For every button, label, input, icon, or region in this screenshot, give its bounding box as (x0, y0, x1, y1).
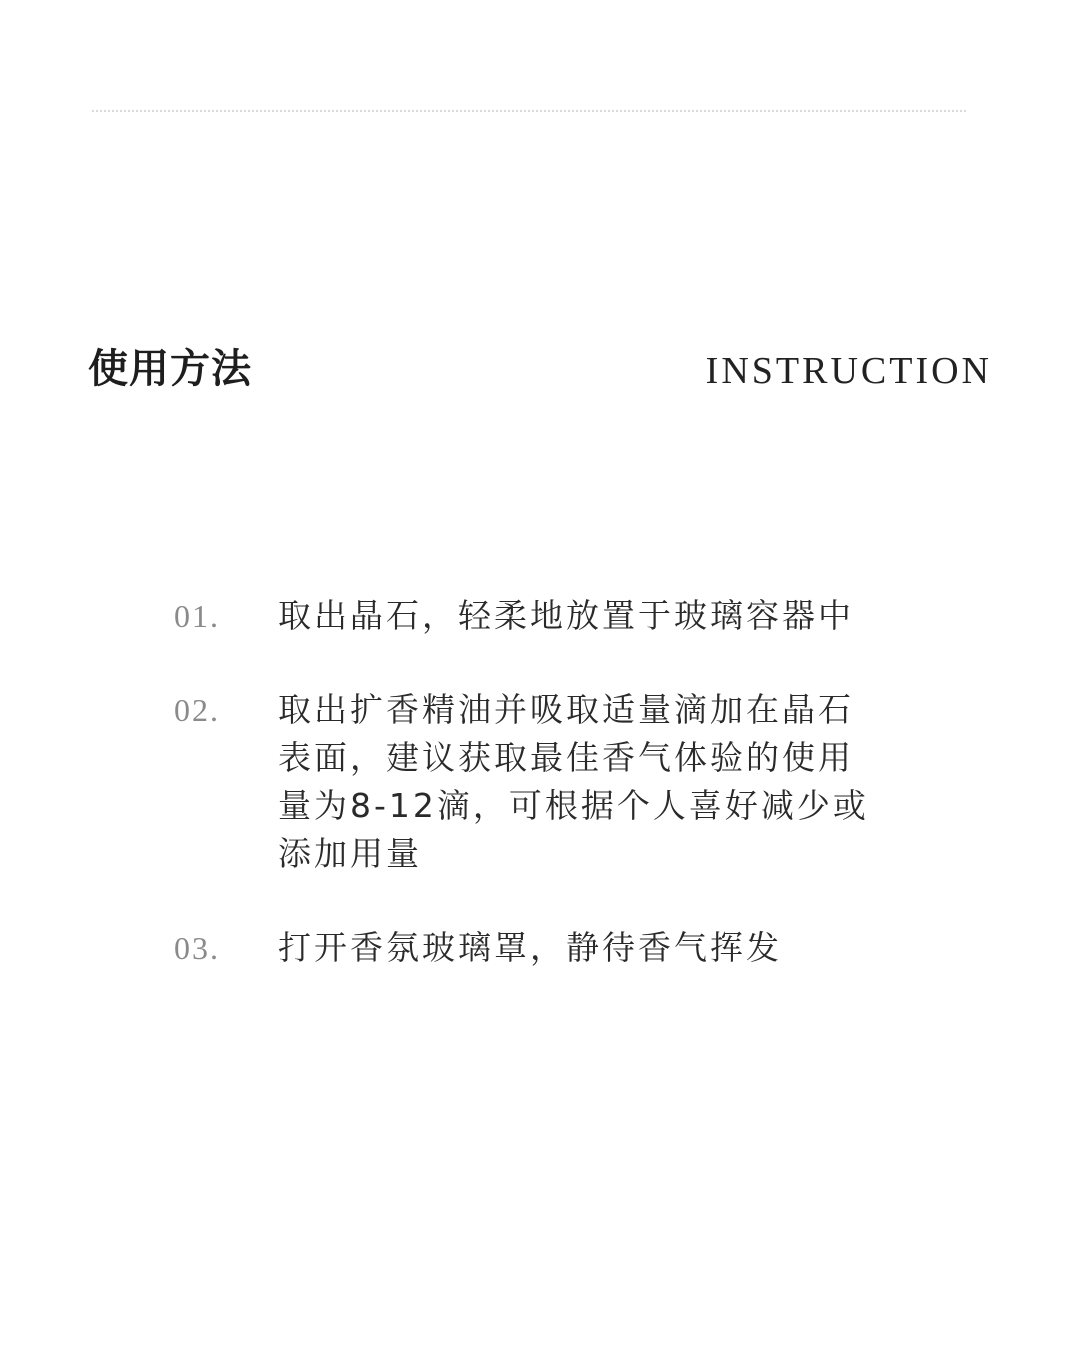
step-text: 取出晶石，轻柔地放置于玻璃容器中 (278, 596, 854, 635)
instruction-steps-list (174, 592, 894, 1018)
step-number: 01. (174, 598, 220, 634)
top-dotted-divider (92, 110, 966, 112)
step-text: 取出扩香精油并吸取适量滴加在晶石表面，建议获取最佳香气体验的使用量为8-12滴，可根据个人喜好减少或添加用量 (278, 690, 869, 873)
instruction-step-3 (174, 924, 894, 972)
step-text: 打开香氛玻璃罩，静待香气挥发 (278, 928, 782, 967)
step-number: 03. (174, 930, 220, 966)
section-title-chinese: 使用方法 (88, 345, 252, 392)
section-title-english: INSTRUCTION (705, 350, 992, 392)
step-number: 02. (174, 692, 220, 728)
instruction-step-1 (174, 592, 894, 640)
instruction-step-2 (174, 686, 894, 878)
